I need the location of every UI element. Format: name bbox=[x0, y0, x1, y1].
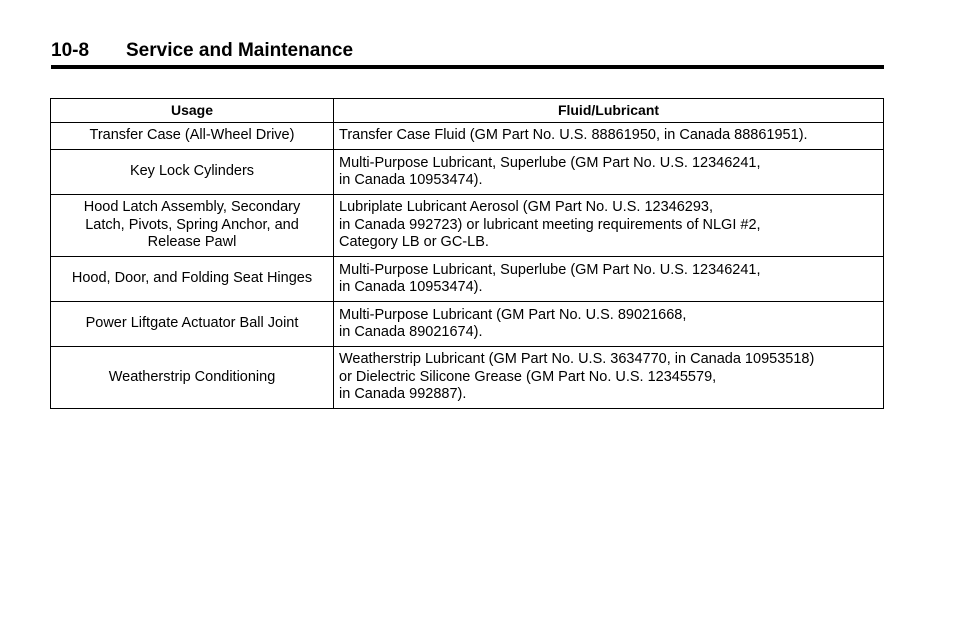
usage-cell bbox=[51, 257, 334, 302]
page-number: 10-8 bbox=[51, 40, 90, 61]
usage-cell bbox=[51, 195, 334, 257]
fluid-cell bbox=[334, 347, 884, 409]
usage-text: Hood, Door, and Folding Seat Hinges bbox=[71, 270, 313, 287]
usage-cell bbox=[51, 123, 334, 150]
table-row bbox=[51, 347, 884, 409]
fluid-text: in Canada 10953474). bbox=[339, 172, 483, 188]
table-header-row bbox=[51, 99, 884, 123]
usage-text: Latch, Pivots, Spring Anchor, and bbox=[85, 216, 299, 233]
table-row bbox=[51, 150, 884, 195]
fluid-text: Multi-Purpose Lubricant, Superlube (GM Part No. U.S. 12346241, bbox=[339, 261, 761, 278]
fluid-cell bbox=[334, 302, 884, 347]
fluid-text: in Canada 992723) or lubricant meeting requirements of NLGI #2, bbox=[339, 216, 761, 233]
usage-text: Hood Latch Assembly, Secondary bbox=[83, 199, 301, 216]
usage-cell bbox=[51, 347, 334, 409]
column-header-fluid-lubricant: Fluid/Lubricant bbox=[334, 99, 884, 123]
usage-cell bbox=[51, 302, 334, 347]
fluid-cell bbox=[334, 150, 884, 195]
fluid-text: or Dielectric Silicone Grease (GM Part No. U.S. 12345579, bbox=[339, 368, 717, 385]
fluid-text: in Canada 10953474). bbox=[339, 279, 483, 295]
usage-text: Weatherstrip Conditioning bbox=[108, 368, 276, 385]
fluid-cell bbox=[334, 257, 884, 302]
fluid-text: Category LB or GC-LB. bbox=[339, 234, 489, 251]
section-title: Service and Maintenance bbox=[126, 40, 354, 61]
fluid-cell bbox=[334, 195, 884, 257]
usage-text: Release Pawl bbox=[147, 234, 237, 251]
page-header bbox=[51, 38, 884, 69]
fluid-text: Weatherstrip Lubricant (GM Part No. U.S. 3634770, in Canada 10953518) bbox=[339, 351, 815, 368]
fluid-text: in Canada 89021674). bbox=[339, 324, 483, 340]
usage-cell bbox=[51, 150, 334, 195]
fluid-text: Lubriplate Lubricant Aerosol (GM Part No. U.S. 12346293, bbox=[339, 199, 713, 216]
table-row bbox=[51, 302, 884, 347]
usage-text: Transfer Case (All-Wheel Drive) bbox=[89, 127, 295, 144]
fluid-text: in Canada 992887). bbox=[339, 386, 467, 403]
table-row bbox=[51, 195, 884, 257]
usage-text: Key Lock Cylinders bbox=[129, 163, 255, 180]
fluid-text: Multi-Purpose Lubricant, Superlube (GM Part No. U.S. 12346241, bbox=[339, 154, 761, 171]
usage-text: Power Liftgate Actuator Ball Joint bbox=[85, 315, 299, 332]
table-row bbox=[51, 257, 884, 302]
table-row bbox=[51, 123, 884, 150]
fluid-cell bbox=[334, 123, 884, 150]
fluid-text: Transfer Case Fluid (GM Part No. U.S. 88861950, in Canada 88861951). bbox=[339, 127, 808, 144]
fluid-lubricant-table bbox=[50, 98, 884, 409]
column-header-usage: Usage bbox=[51, 99, 334, 123]
fluid-text: Multi-Purpose Lubricant (GM Part No. U.S. 89021668, bbox=[339, 306, 687, 323]
